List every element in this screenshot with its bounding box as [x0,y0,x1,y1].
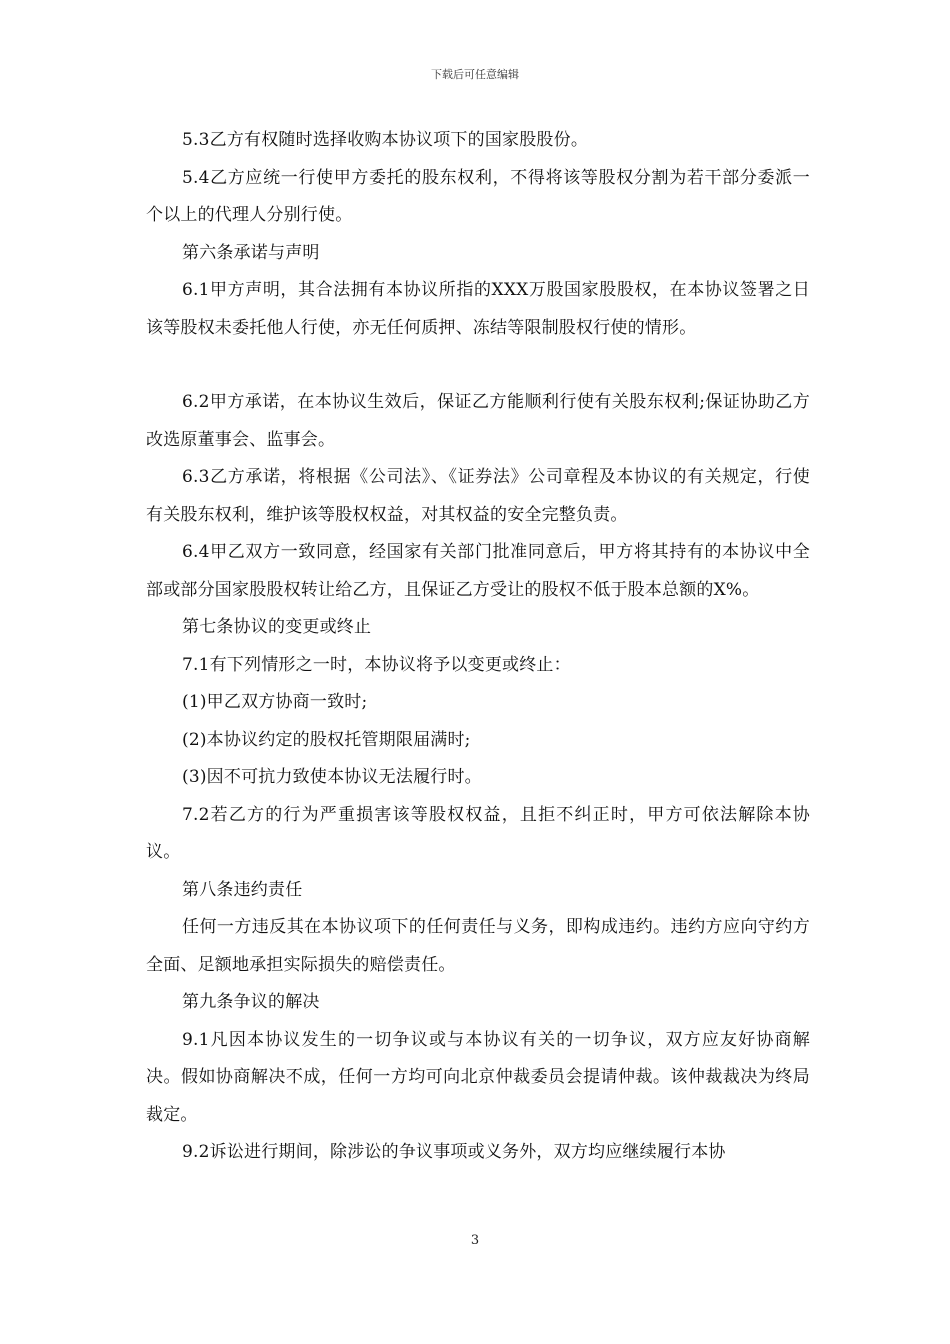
clause-7-1-item-2: (2)本协议约定的股权托管期限届满时; [182,729,471,750]
article-6-heading: 第六条承诺与声明 [182,242,320,263]
page-number: 3 [470,1233,480,1248]
clause-6-4: 6.4甲乙双方一致同意，经国家有关部门批准同意后，甲方将其持有的本协议中全部或部分国家股股权转让给乙方，且保证乙方受让的股权不低于股本总额的X%。 [146,542,810,600]
clause-6-1: 6.1甲方声明，其合法拥有本协议所指的XXX万股国家股股权，在本协议签署之日该等股权未委托他人行使，亦无任何质押、冻结等限制股权行使的情形。 [146,280,810,338]
clause-7-1: 7.1有下列情形之一时，本协议将予以变更或终止： [182,654,571,675]
article-8-text: 任何一方违反其在本协议项下的任何责任与义务，即构成违约。违约方应向守约方全面、足额地承担实际损失的赔偿责任。 [146,917,810,975]
clause-5-3: 5.3乙方有权随时选择收购本协议项下的国家股股份。 [182,130,589,150]
clause-7-2: 7.2若乙方的行为严重损害该等股权权益，且拒不纠正时，甲方可依法解除本协议。 [146,804,810,862]
document-body [146,122,810,1172]
clause-6-2: 6.2甲方承诺，在本协议生效后，保证乙方能顺利行使有关股东权利;保证协助乙方改选原董事会、监事会。 [146,392,810,450]
clause-6-3: 6.3乙方承诺，将根据《公司法》、《证券法》公司章程及本协议的有关规定，行使有关股东权利，维护该等股权权益，对其权益的安全完整负责。 [146,467,810,525]
clause-9-2: 9.2诉讼进行期间，除涉讼的争议事项或义务外，双方均应继续履行本协 [182,1142,726,1162]
clause-7-1-item-3: (3)因不可抗力致使本协议无法履行时。 [182,767,482,787]
article-8-heading: 第八条违约责任 [182,879,303,900]
article-7-heading: 第七条协议的变更或终止 [182,617,372,637]
clause-5-4: 5.4乙方应统一行使甲方委托的股东权利，不得将该等股权分割为若干部分委派一个以上的代理人分别行使。 [146,167,810,225]
clause-7-1-item-1: (1)甲乙双方协商一致时; [182,692,368,712]
clause-9-1: 9.1凡因本协议发生的一切争议或与本协议有关的一切争议，双方应友好协商解决。假如协商解决不成，任何一方均可向北京仲裁委员会提请仲裁。该仲裁裁决为终局裁定。 [146,1029,810,1125]
article-9-heading: 第九条争议的解决 [182,992,320,1012]
page-header-note: 下载后可任意编辑 [431,68,519,81]
